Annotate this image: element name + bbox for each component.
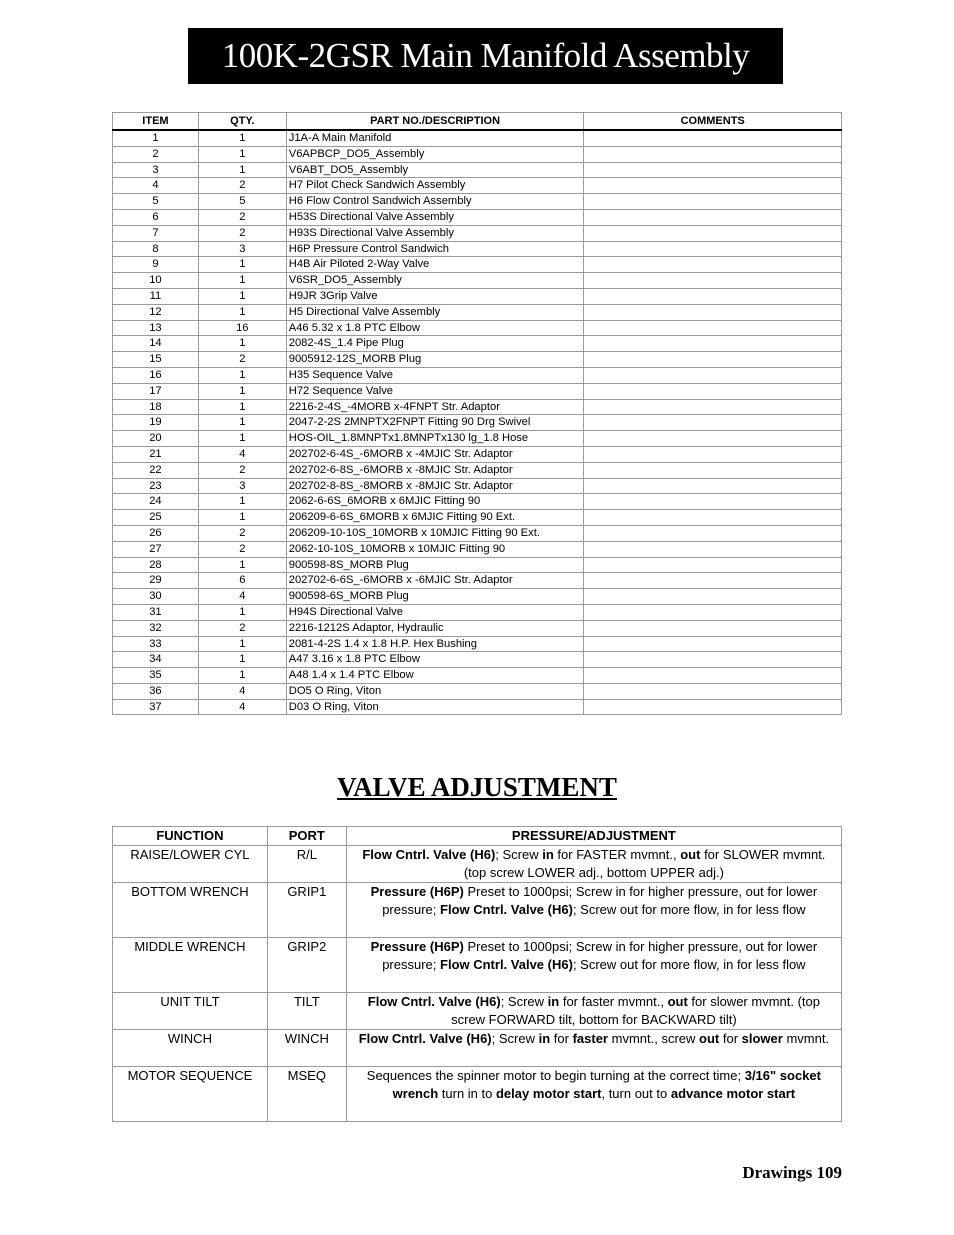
table-row (113, 683, 842, 699)
qty-cell: 1 (198, 636, 286, 652)
comments-cell (584, 336, 842, 352)
table-row (113, 320, 842, 336)
adjustment-text: ; Screw out for more flow, in for less flow (572, 902, 806, 917)
part-cell: 2216-2-4S_-4MORB x-4FNPT Str. Adaptor (286, 399, 584, 415)
table-row (113, 194, 842, 210)
qty-cell: 1 (198, 304, 286, 320)
comments-cell (584, 320, 842, 336)
qty-cell: 2 (198, 620, 286, 636)
port-cell: WINCH (267, 1030, 346, 1067)
adjustment-text: Preset to 1000psi; Screw in for higher pressure, out for lower pressure; (382, 884, 818, 917)
table-row (113, 541, 842, 557)
valve-table-header-row (113, 827, 842, 846)
adjustment-bold-text: slower (741, 1031, 783, 1046)
port-cell: MSEQ (267, 1067, 346, 1122)
item-cell: 19 (113, 415, 199, 431)
qty-cell: 2 (198, 225, 286, 241)
table-row (113, 352, 842, 368)
item-cell: 2 (113, 146, 199, 162)
page-title: 100K-2GSR Main Manifold Assembly (188, 28, 783, 84)
comments-cell (584, 589, 842, 605)
adjustment-text: ; Screw out for more flow, in for less flow (572, 957, 806, 972)
adjustment-bold-text: out (699, 1031, 720, 1046)
table-row (113, 431, 842, 447)
adjustment-bold-text: in (542, 847, 554, 862)
part-cell: H5 Directional Valve Assembly (286, 304, 584, 320)
item-cell: 18 (113, 399, 199, 415)
part-cell: A46 5.32 x 1.8 PTC Elbow (286, 320, 584, 336)
part-cell: H6P Pressure Control Sandwich (286, 241, 584, 257)
item-cell: 6 (113, 209, 199, 225)
qty-cell: 1 (198, 431, 286, 447)
part-cell: H4B Air Piloted 2-Way Valve (286, 257, 584, 273)
table-row (113, 446, 842, 462)
comments-cell (584, 146, 842, 162)
comments-cell (584, 257, 842, 273)
comments-cell (584, 557, 842, 573)
item-cell: 35 (113, 668, 199, 684)
comments-cell (584, 304, 842, 320)
adjustment-bold-text: faster (572, 1031, 608, 1046)
part-cell: H9JR 3Grip Valve (286, 288, 584, 304)
comments-cell (584, 162, 842, 178)
item-cell: 5 (113, 194, 199, 210)
table-row (113, 146, 842, 162)
item-cell: 14 (113, 336, 199, 352)
item-cell: 27 (113, 541, 199, 557)
header-item: ITEM (113, 113, 199, 131)
qty-cell: 4 (198, 683, 286, 699)
adjustment-bold-text: 3/16" socket wrench (392, 1068, 821, 1101)
qty-cell: 2 (198, 209, 286, 225)
qty-cell: 2 (198, 352, 286, 368)
qty-cell: 1 (198, 273, 286, 289)
header-function: FUNCTION (113, 827, 268, 846)
qty-cell: 2 (198, 541, 286, 557)
adjustment-text: for slower mvmnt. (top screw FORWARD tilt, bottom for BACKWARD tilt) (451, 994, 820, 1027)
part-cell: 2062-6-6S_6MORB x 6MJIC Fitting 90 (286, 494, 584, 510)
part-cell: 900598-8S_MORB Plug (286, 557, 584, 573)
adjustment-bold-text: Flow Cntrl. Valve (H6) (440, 957, 573, 972)
item-cell: 3 (113, 162, 199, 178)
part-cell: V6APBCP_DO5_Assembly (286, 146, 584, 162)
valve-adjustment-table (112, 826, 842, 1122)
adjustment-bold-text: out (680, 847, 701, 862)
item-cell: 21 (113, 446, 199, 462)
qty-cell: 16 (198, 320, 286, 336)
table-row (113, 288, 842, 304)
header-port: PORT (267, 827, 346, 846)
port-cell: TILT (267, 993, 346, 1030)
item-cell: 13 (113, 320, 199, 336)
adjustment-bold-text: Pressure (H6P) (370, 939, 464, 954)
part-cell: J1A-A Main Manifold (286, 130, 584, 146)
adjustment-bold-text: Flow Cntrl. Valve (H6) (367, 994, 501, 1009)
adjustment-text: mvmnt. (782, 1031, 830, 1046)
comments-cell (584, 573, 842, 589)
item-cell: 4 (113, 178, 199, 194)
comments-cell (584, 225, 842, 241)
adjustment-text: for FASTER mvmnt., (553, 847, 681, 862)
table-row (113, 846, 842, 883)
comments-cell (584, 415, 842, 431)
adjustment-text: , turn out to (601, 1086, 671, 1101)
part-cell: 206209-10-10S_10MORB x 10MJIC Fitting 90 Ext. (286, 525, 584, 541)
part-cell: 2047-2-2S 2MNPTX2FNPT Fitting 90 Drg Swivel (286, 415, 584, 431)
qty-cell: 5 (198, 194, 286, 210)
comments-cell (584, 478, 842, 494)
qty-cell: 3 (198, 241, 286, 257)
table-row (113, 130, 842, 146)
table-row (113, 478, 842, 494)
qty-cell: 1 (198, 668, 286, 684)
qty-cell: 6 (198, 573, 286, 589)
adjustment-bold-text: Flow Cntrl. Valve (H6) (440, 902, 573, 917)
qty-cell: 3 (198, 478, 286, 494)
comments-cell (584, 636, 842, 652)
part-cell: HOS-OIL_1.8MNPTx1.8MNPTx130 lg_1.8 Hose (286, 431, 584, 447)
part-cell: H93S Directional Valve Assembly (286, 225, 584, 241)
table-row (113, 494, 842, 510)
port-cell: GRIP1 (267, 883, 346, 938)
table-row (113, 510, 842, 526)
qty-cell: 1 (198, 510, 286, 526)
part-cell: H72 Sequence Valve (286, 383, 584, 399)
adjustment-bold-text: Flow Cntrl. Valve (H6) (358, 1031, 492, 1046)
comments-cell (584, 194, 842, 210)
comments-cell (584, 130, 842, 146)
function-cell: RAISE/LOWER CYL (113, 846, 268, 883)
table-row (113, 336, 842, 352)
adjustment-cell (346, 993, 841, 1030)
comments-cell (584, 367, 842, 383)
comments-cell (584, 604, 842, 620)
comments-cell (584, 494, 842, 510)
table-row (113, 1067, 842, 1122)
item-cell: 8 (113, 241, 199, 257)
item-cell: 1 (113, 130, 199, 146)
qty-cell: 1 (198, 288, 286, 304)
table-row (113, 399, 842, 415)
valve-table-body (113, 846, 842, 1122)
table-row (113, 699, 842, 715)
port-cell: GRIP2 (267, 938, 346, 993)
valve-section-title: VALVE ADJUSTMENT (337, 772, 617, 802)
comments-cell (584, 273, 842, 289)
part-cell: DO5 O Ring, Viton (286, 683, 584, 699)
part-cell: 202702-6-4S_-6MORB x -4MJIC Str. Adaptor (286, 446, 584, 462)
adjustment-cell (346, 1067, 841, 1122)
table-row (113, 883, 842, 938)
table-row (113, 178, 842, 194)
comments-cell (584, 209, 842, 225)
item-cell: 24 (113, 494, 199, 510)
adjustment-text: for (550, 1031, 573, 1046)
qty-cell: 4 (198, 589, 286, 605)
part-cell: H7 Pilot Check Sandwich Assembly (286, 178, 584, 194)
item-cell: 29 (113, 573, 199, 589)
adjustment-text: Preset to 1000psi; Screw in for higher pressure, out for lower pressure; (382, 939, 818, 972)
header-qty: QTY. (198, 113, 286, 131)
comments-cell (584, 699, 842, 715)
qty-cell: 1 (198, 652, 286, 668)
part-cell: 2216-1212S Adaptor, Hydraulic (286, 620, 584, 636)
part-cell: H94S Directional Valve (286, 604, 584, 620)
valve-section-heading (0, 772, 954, 803)
table-row (113, 525, 842, 541)
part-cell: 2082-4S_1.4 Pipe Plug (286, 336, 584, 352)
table-row (113, 462, 842, 478)
item-cell: 33 (113, 636, 199, 652)
qty-cell: 1 (198, 399, 286, 415)
comments-cell (584, 399, 842, 415)
item-cell: 17 (113, 383, 199, 399)
table-row (113, 415, 842, 431)
header-part: PART NO./DESCRIPTION (286, 113, 584, 131)
comments-cell (584, 383, 842, 399)
table-row (113, 273, 842, 289)
parts-table (112, 112, 842, 715)
part-cell: 9005912-12S_MORB Plug (286, 352, 584, 368)
table-row (113, 1030, 842, 1067)
qty-cell: 4 (198, 446, 286, 462)
adjustment-text: for SLOWER mvmnt. (top screw LOWER adj., bottom UPPER adj.) (463, 847, 826, 880)
part-cell: 2062-10-10S_10MORB x 10MJIC Fitting 90 (286, 541, 584, 557)
item-cell: 20 (113, 431, 199, 447)
qty-cell: 1 (198, 557, 286, 573)
table-row (113, 557, 842, 573)
table-row (113, 241, 842, 257)
adjustment-bold-text: in (547, 994, 560, 1009)
function-cell: UNIT TILT (113, 993, 268, 1030)
header-comments: COMMENTS (584, 113, 842, 131)
qty-cell: 1 (198, 415, 286, 431)
adjustment-bold-text: out (667, 994, 688, 1009)
table-row (113, 668, 842, 684)
adjustment-cell (346, 883, 841, 938)
adjustment-text: turn in to (438, 1086, 496, 1101)
item-cell: 28 (113, 557, 199, 573)
port-cell: R/L (267, 846, 346, 883)
item-cell: 22 (113, 462, 199, 478)
adjustment-text: Sequences the spinner motor to begin turning at the correct time; (366, 1068, 745, 1083)
item-cell: 26 (113, 525, 199, 541)
part-cell: V6SR_DO5_Assembly (286, 273, 584, 289)
adjustment-text: mvmnt., screw (608, 1031, 700, 1046)
comments-cell (584, 668, 842, 684)
part-cell: 202702-6-6S_-6MORB x -6MJIC Str. Adaptor (286, 573, 584, 589)
table-row (113, 162, 842, 178)
adjustment-cell (346, 846, 841, 883)
comments-cell (584, 446, 842, 462)
table-row (113, 257, 842, 273)
comments-cell (584, 352, 842, 368)
qty-cell: 2 (198, 525, 286, 541)
page-footer: Drawings 109 (742, 1163, 842, 1182)
item-cell: 30 (113, 589, 199, 605)
table-row (113, 993, 842, 1030)
table-row (113, 620, 842, 636)
adjustment-bold-text: advance motor start (670, 1086, 796, 1101)
qty-cell: 1 (198, 162, 286, 178)
qty-cell: 1 (198, 383, 286, 399)
item-cell: 31 (113, 604, 199, 620)
qty-cell: 1 (198, 130, 286, 146)
adjustment-text: ; Screw (491, 1031, 539, 1046)
item-cell: 34 (113, 652, 199, 668)
part-cell: 900598-6S_MORB Plug (286, 589, 584, 605)
part-cell: H6 Flow Control Sandwich Assembly (286, 194, 584, 210)
item-cell: 10 (113, 273, 199, 289)
comments-cell (584, 241, 842, 257)
part-cell: 206209-6-6S_6MORB x 6MJIC Fitting 90 Ext. (286, 510, 584, 526)
qty-cell: 1 (198, 367, 286, 383)
qty-cell: 1 (198, 257, 286, 273)
part-cell: 202702-8-8S_-8MORB x -8MJIC Str. Adaptor (286, 478, 584, 494)
qty-cell: 4 (198, 699, 286, 715)
part-cell: V6ABT_DO5_Assembly (286, 162, 584, 178)
table-row (113, 652, 842, 668)
part-cell: A48 1.4 x 1.4 PTC Elbow (286, 668, 584, 684)
adjustment-bold-text: Flow Cntrl. Valve (H6) (362, 847, 496, 862)
adjustment-text: for (719, 1031, 742, 1046)
table-row (113, 225, 842, 241)
table-row (113, 573, 842, 589)
adjustment-text: ; Screw (500, 994, 548, 1009)
item-cell: 25 (113, 510, 199, 526)
adjustment-cell (346, 938, 841, 993)
item-cell: 11 (113, 288, 199, 304)
parts-table-body (113, 130, 842, 715)
function-cell: MOTOR SEQUENCE (113, 1067, 268, 1122)
item-cell: 9 (113, 257, 199, 273)
qty-cell: 1 (198, 146, 286, 162)
qty-cell: 2 (198, 462, 286, 478)
comments-cell (584, 620, 842, 636)
table-row (113, 367, 842, 383)
qty-cell: 1 (198, 494, 286, 510)
comments-cell (584, 510, 842, 526)
part-cell: 2081-4-2S 1.4 x 1.8 H.P. Hex Bushing (286, 636, 584, 652)
part-cell: H53S Directional Valve Assembly (286, 209, 584, 225)
table-row (113, 938, 842, 993)
item-cell: 32 (113, 620, 199, 636)
adjustment-bold-text: in (538, 1031, 551, 1046)
item-cell: 36 (113, 683, 199, 699)
item-cell: 16 (113, 367, 199, 383)
table-row (113, 636, 842, 652)
item-cell: 15 (113, 352, 199, 368)
comments-cell (584, 462, 842, 478)
qty-cell: 1 (198, 336, 286, 352)
item-cell: 7 (113, 225, 199, 241)
item-cell: 12 (113, 304, 199, 320)
qty-cell: 1 (198, 604, 286, 620)
part-cell: 202702-6-8S_-6MORB x -8MJIC Str. Adaptor (286, 462, 584, 478)
table-row (113, 209, 842, 225)
adjustment-text: ; Screw (495, 847, 543, 862)
comments-cell (584, 288, 842, 304)
comments-cell (584, 431, 842, 447)
table-row (113, 304, 842, 320)
table-row (113, 383, 842, 399)
adjustment-cell (346, 1030, 841, 1067)
comments-cell (584, 541, 842, 557)
part-cell: D03 O Ring, Viton (286, 699, 584, 715)
qty-cell: 2 (198, 178, 286, 194)
function-cell: WINCH (113, 1030, 268, 1067)
comments-cell (584, 683, 842, 699)
comments-cell (584, 525, 842, 541)
comments-cell (584, 178, 842, 194)
parts-table-header-row (113, 113, 842, 131)
adjustment-bold-text: delay motor start (495, 1086, 602, 1101)
function-cell: MIDDLE WRENCH (113, 938, 268, 993)
part-cell: A47 3.16 x 1.8 PTC Elbow (286, 652, 584, 668)
adjustment-bold-text: Pressure (H6P) (370, 884, 464, 899)
table-row (113, 589, 842, 605)
item-cell: 37 (113, 699, 199, 715)
comments-cell (584, 652, 842, 668)
item-cell: 23 (113, 478, 199, 494)
header-adjustment: PRESSURE/ADJUSTMENT (346, 827, 841, 846)
adjustment-text: for faster mvmnt., (559, 994, 668, 1009)
part-cell: H35 Sequence Valve (286, 367, 584, 383)
table-row (113, 604, 842, 620)
function-cell: BOTTOM WRENCH (113, 883, 268, 938)
